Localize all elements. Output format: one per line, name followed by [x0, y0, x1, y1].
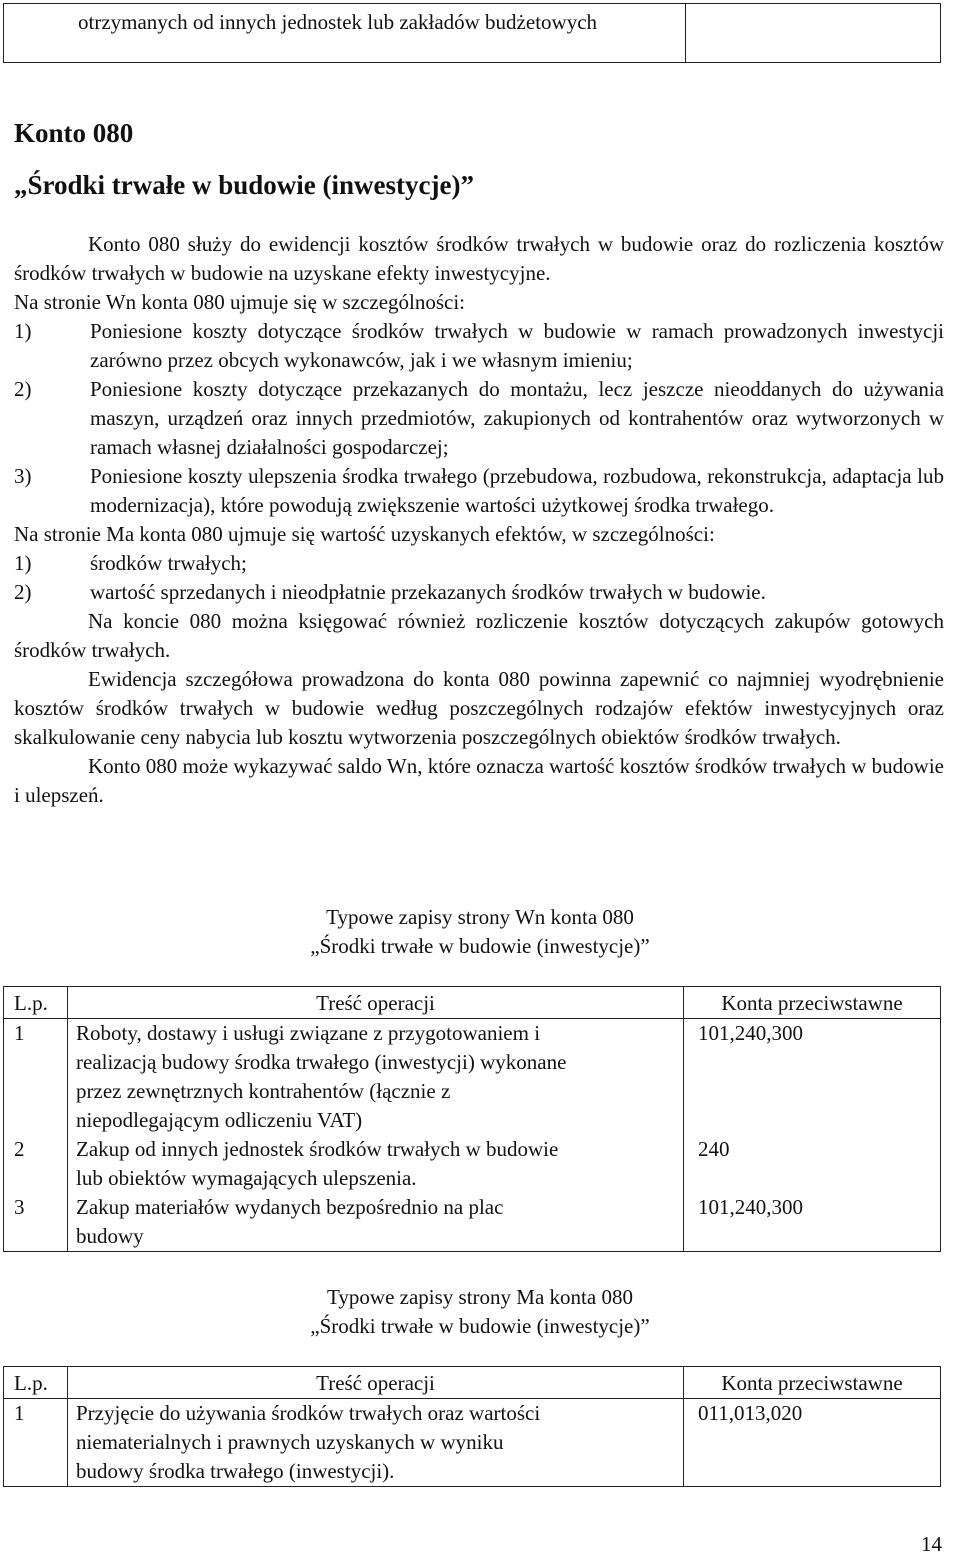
continued-table-empty-cell: [686, 4, 940, 62]
description-line: niepodlegającym odliczeniu VAT): [76, 1108, 363, 1132]
list-text: środków trwałych;: [90, 551, 247, 575]
list-text: Poniesione koszty ulepszenia środka trwałego (przebudowa, rozbudowa, rekonstrukcja, adaptacja lub modernizacja), które powodują zwiększenie wartości użytkowej środka trwałego.: [90, 464, 944, 517]
description-line: budowy środka trwałego (inwestycji).: [76, 1459, 395, 1483]
list-number: 1): [14, 551, 32, 575]
wn-caption-line1: Typowe zapisy strony Wn konta 080: [326, 905, 634, 929]
list-number: 2): [14, 377, 32, 401]
paragraph-detailed-records: Ewidencja szczegółowa prowadzona do konta 080 powinna zapewnić co najmniej wyodrębnienie kosztów środków trwałych w budowie według poszczególnych rodzajów efektów inwestycyjnych oraz skalkulowanie ceny nabycia lub kosztu wytworzenia poszczególnych obiektów środków trwałych.: [14, 667, 944, 749]
row-accounts: 101,240,300: [684, 1019, 941, 1136]
description-line: Zakup od innych jednostek środków trwałych w budowie: [76, 1137, 559, 1161]
row-lp: 1: [4, 1019, 68, 1136]
list-text: Poniesione koszty dotyczące przekazanych do montażu, lecz jeszcze nieoddanych do używania maszyn, urządzeń oraz innych przedmiotów, zakupionych od kontrahentów oraz wytworzonych w ramach własnej działalności gospodarczej;: [90, 377, 944, 459]
account-title: Konto 080: [14, 118, 134, 148]
description-line: realizacją budowy środka trwałego (inwestycji) wykonane: [76, 1050, 567, 1074]
paragraph-purpose: Konto 080 służy do ewidencji kosztów środków trwałych w budowie oraz do rozliczenia kosztów środków trwałych w budowie na uzyskane efekty inwestycyjne.: [14, 232, 944, 285]
list-item: [14, 462, 944, 520]
account-description: [14, 230, 944, 810]
wn-intro: Na stronie Wn konta 080 ujmuje się w szczególności:: [14, 290, 466, 314]
header-lp: L.p.: [4, 1367, 68, 1399]
row-description: [68, 1193, 684, 1252]
row-description: [68, 1019, 684, 1136]
table-header-row: [4, 987, 941, 1019]
header-accounts: Konta przeciwstawne: [684, 987, 941, 1019]
description-line: budowy: [76, 1224, 144, 1248]
description-line: niematerialnych i prawnych uzyskanych w wyniku: [76, 1430, 504, 1454]
description-line: Roboty, dostawy i usługi związane z przygotowaniem i: [76, 1021, 541, 1045]
row-accounts: 240: [684, 1135, 941, 1193]
header-lp: L.p.: [4, 987, 68, 1019]
header-description: Treść operacji: [68, 987, 684, 1019]
description-line: Przyjęcie do używania środków trwałych oraz wartości: [76, 1401, 541, 1425]
list-item: [14, 375, 944, 462]
list-number: 3): [14, 464, 32, 488]
description-line: przez zewnętrznych kontrahentów (łącznie z: [76, 1079, 451, 1103]
description-line: Zakup materiałów wydanych bezpośrednio na plac: [76, 1195, 504, 1219]
row-description: [68, 1399, 684, 1487]
paragraph-purchases: Na koncie 080 można księgować również rozliczenie kosztów dotyczących zakupów gotowych środków trwałych.: [14, 609, 944, 662]
row-accounts: 101,240,300: [684, 1193, 941, 1252]
table-row: [4, 1019, 941, 1136]
list-item: [14, 578, 944, 607]
page-number: 14: [921, 1532, 942, 1556]
continued-table: [3, 3, 941, 63]
row-lp: 2: [4, 1135, 68, 1193]
table-row: [4, 1193, 941, 1252]
list-item: [14, 549, 944, 578]
table-header-row: [4, 1367, 941, 1399]
list-number: 1): [14, 319, 32, 343]
row-lp: 1: [4, 1399, 68, 1487]
row-description: [68, 1135, 684, 1193]
header-accounts: Konta przeciwstawne: [684, 1367, 941, 1399]
paragraph-balance: Konto 080 może wykazywać saldo Wn, które oznacza wartość kosztów środków trwałych w budowie i ulepszeń.: [14, 754, 944, 807]
wn-caption-line2: „Środki trwałe w budowie (inwestycje)”: [310, 934, 650, 958]
list-text: Poniesione koszty dotyczące środków trwałych w budowie w ramach prowadzonych inwestycji zarówno przez obcych wykonawców, jak i we własnym imieniu;: [90, 319, 944, 372]
table-row: [4, 1135, 941, 1193]
table-row: [4, 1399, 941, 1487]
wn-list: [14, 317, 944, 520]
ma-intro: Na stronie Ma konta 080 ujmuje się wartość uzyskanych efektów, w szczególności:: [14, 522, 715, 546]
ma-entries-table: [3, 1366, 941, 1487]
wn-entries-table: [3, 986, 941, 1252]
row-accounts: 011,013,020: [684, 1399, 941, 1487]
list-text: wartość sprzedanych i nieodpłatnie przekazanych środków trwałych w budowie.: [90, 580, 766, 604]
row-lp: 3: [4, 1193, 68, 1252]
ma-caption-line1: Typowe zapisy strony Ma konta 080: [327, 1285, 633, 1309]
list-number: 2): [14, 580, 32, 604]
header-description: Treść operacji: [68, 1367, 684, 1399]
description-line: lub obiektów wymagających ulepszenia.: [76, 1166, 417, 1190]
continued-table-cell: otrzymanych od innych jednostek lub zakładów budżetowych: [4, 4, 686, 62]
account-subtitle: „Środki trwałe w budowie (inwestycje)”: [14, 170, 474, 200]
ma-caption-line2: „Środki trwałe w budowie (inwestycje)”: [310, 1314, 650, 1338]
list-item: [14, 317, 944, 375]
ma-list: [14, 549, 944, 607]
